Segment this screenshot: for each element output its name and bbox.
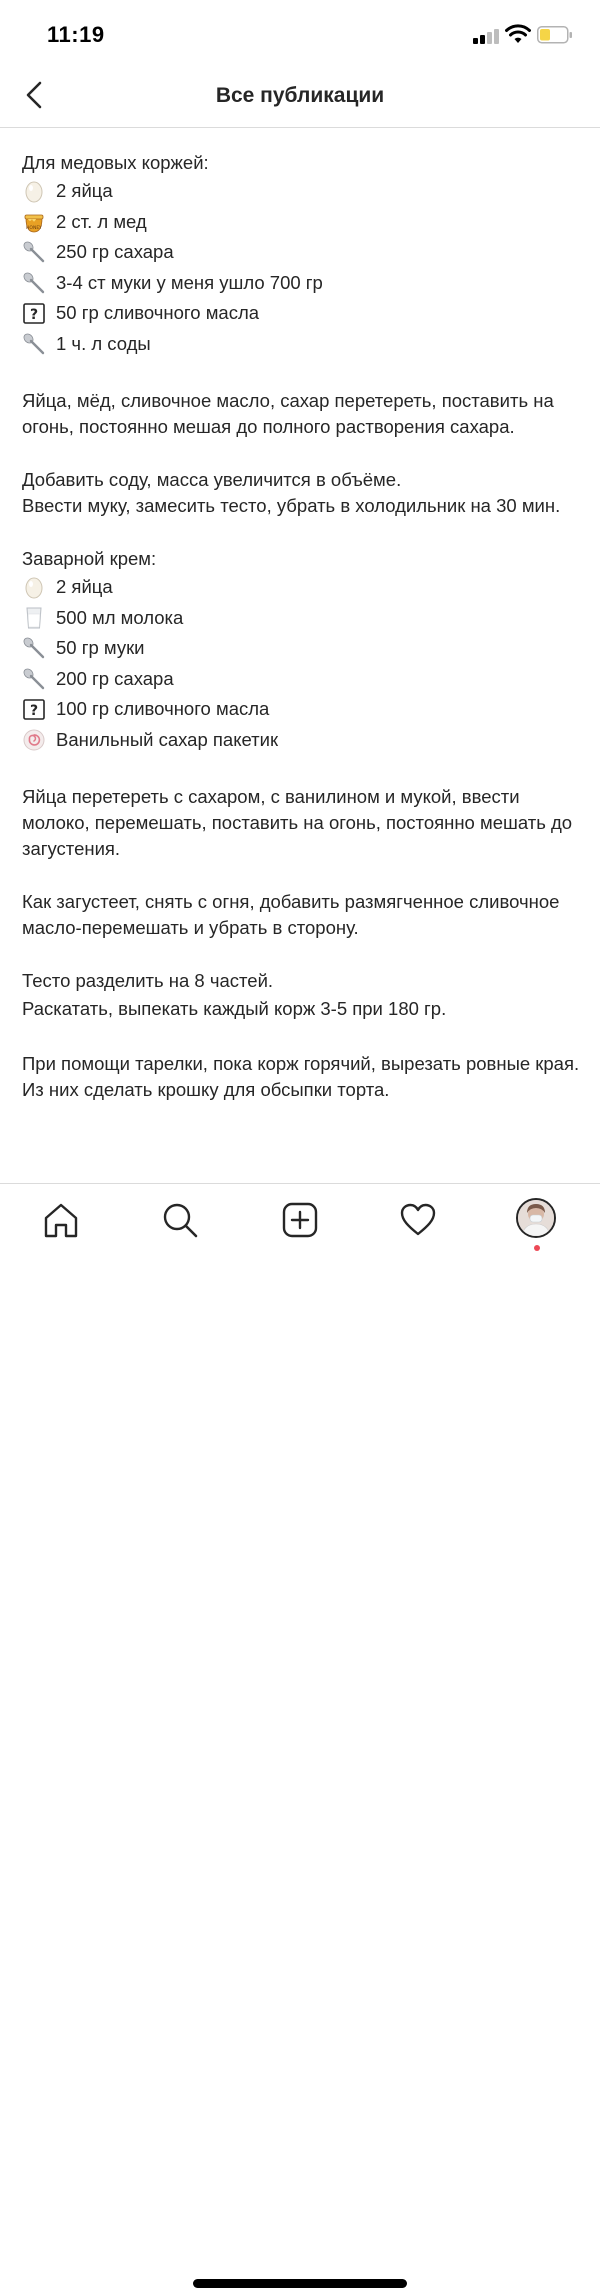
spoon-icon [22, 271, 46, 295]
unknown-glyph-icon [22, 697, 46, 721]
spoon-icon [22, 240, 46, 264]
unknown-glyph-icon [22, 301, 46, 325]
honey-pot-icon [22, 210, 46, 234]
fish-cake-icon [22, 728, 46, 752]
ingredient-text: Ванильный сахар пакетик [56, 728, 279, 750]
ingredient-text: 50 гр сливочного масла [56, 302, 260, 323]
ingredient-item [22, 664, 582, 695]
ingredient-item [22, 725, 582, 756]
ingredient-item [22, 694, 582, 725]
unknown-glyph-mark: ? [29, 703, 39, 720]
ingredient-item [22, 176, 582, 207]
bottom-tab-bar [0, 1183, 600, 1298]
cellular-signal-icon [473, 28, 499, 44]
egg-icon [22, 179, 46, 203]
step-paragraph: Яйца, мёд, сливочное масло, сахар перетереть, поставить на огонь, постоянно мешая до полного растворения сахара. [22, 390, 554, 437]
unknown-glyph-mark: ? [29, 307, 39, 324]
ingredient-text: 2 яйца [56, 576, 113, 597]
ingredient-item [22, 268, 582, 299]
ingredient-text: 1 ч. л соды [56, 332, 151, 354]
egg-icon [22, 575, 46, 599]
ingredient-text: 2 яйца [56, 180, 113, 201]
activity-heart-tab-icon[interactable] [396, 1198, 440, 1242]
spoon-icon [22, 667, 46, 691]
milk-glass-icon [22, 606, 46, 630]
step-paragraph: Ввести муку, замесить тесто, убрать в холодильник на 30 мин. [22, 495, 561, 516]
home-indicator [193, 2279, 407, 2288]
step-paragraph: При помощи тарелки, пока корж горячий, вырезать ровные края. [22, 1053, 580, 1074]
ingredient-item [22, 329, 582, 360]
ingredient-item [22, 237, 582, 268]
step-paragraph: Тесто разделить на 8 частей. [22, 970, 274, 991]
ingredient-item [22, 572, 582, 603]
ingredient-text: 200 гр сахара [56, 667, 174, 689]
spoon-icon [22, 636, 46, 660]
honey-layers-heading: Для медовых коржей: [22, 152, 209, 173]
post-caption [22, 150, 582, 1103]
cream-heading: Заварной крем: [22, 548, 157, 569]
ingredient-item [22, 207, 582, 238]
wifi-icon [505, 24, 531, 44]
ingredient-item [22, 298, 582, 329]
step-paragraph: Раскатать, выпекать каждый корж 3-5 при 180 гр. [22, 998, 447, 1019]
notification-dot [534, 1245, 540, 1251]
svg-text:HONEY: HONEY [26, 225, 42, 231]
page-title: Все публикации [215, 84, 385, 107]
step-paragraph: Как загустеет, снять с огня, добавить размягченное сливочное масло-перемешать и убрать в сторону. [22, 891, 560, 938]
ingredient-text: 250 гр сахара [56, 241, 174, 262]
ingredient-item [22, 603, 582, 634]
avatar-image [518, 1200, 554, 1236]
nav-header [0, 70, 600, 128]
ingredient-text: 50 гр муки [56, 637, 145, 658]
step-paragraph: Из них сделать крошку для обсыпки торта. [22, 1079, 390, 1100]
ingredient-text: 3-4 ст муки у меня ушло 700 гр [56, 271, 323, 293]
ingredient-text: 2 ст. л мед [56, 210, 147, 232]
battery-icon [537, 26, 573, 44]
home-tab-icon[interactable] [39, 1198, 83, 1242]
step-paragraph: Яйца перетереть с сахаром, с ванилином и мукой, ввести молоко, перемешать, поставить на огонь, постоянно мешать до загустения. [22, 786, 573, 859]
status-time: 11:19 [47, 22, 105, 47]
ingredient-item [22, 633, 582, 664]
step-paragraph: Добавить соду, масса увеличится в объёме. [22, 469, 402, 490]
new-post-tab-icon[interactable] [278, 1198, 322, 1242]
search-tab-icon[interactable] [158, 1198, 202, 1242]
status-bar [0, 0, 600, 70]
spoon-icon [22, 332, 46, 356]
ingredient-text: 500 мл молока [56, 606, 184, 628]
profile-tab-avatar[interactable] [516, 1198, 556, 1238]
ingredient-text: 100 гр сливочного масла [56, 698, 270, 719]
